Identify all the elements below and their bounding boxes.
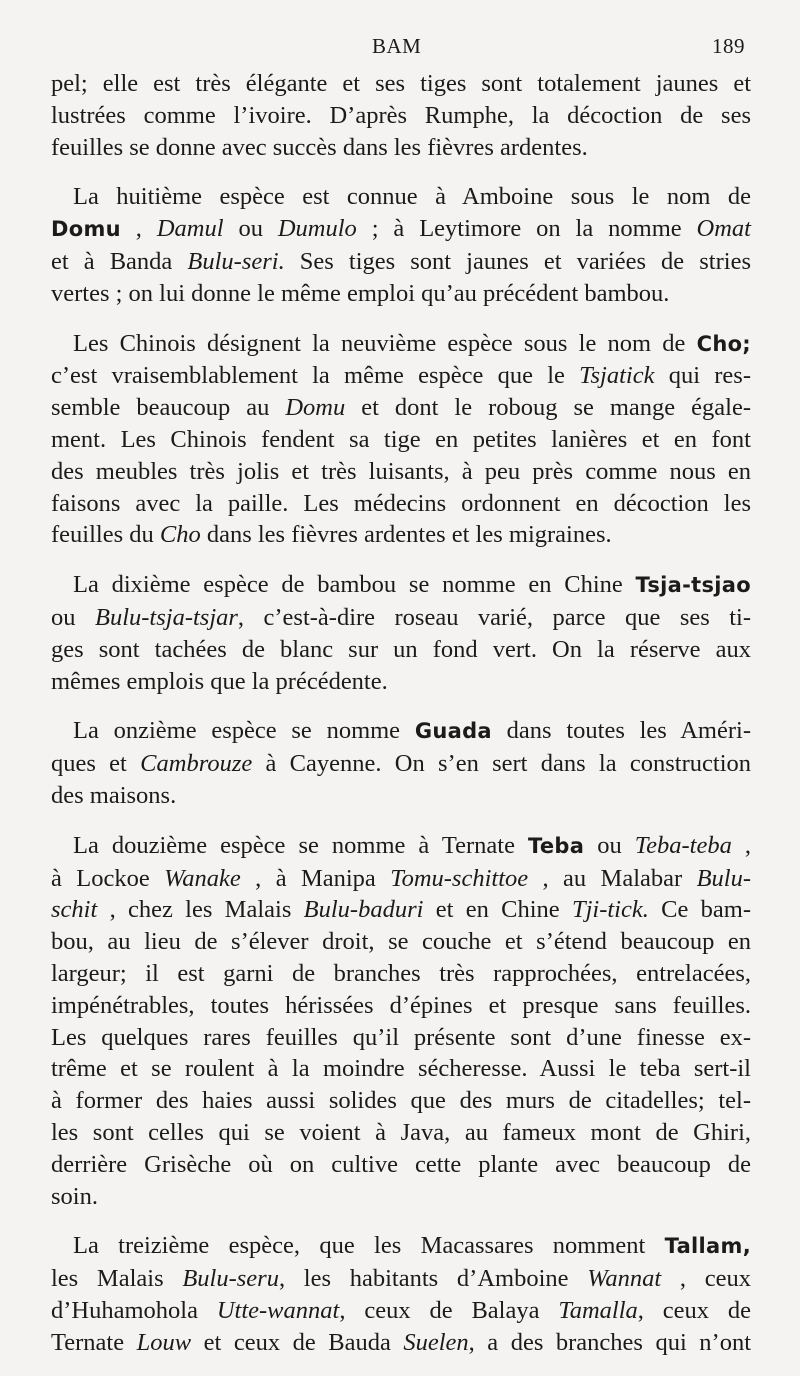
- paragraph: [51, 1230, 751, 1358]
- text-run: , ceux de Balaya: [339, 1296, 559, 1324]
- paragraph: [51, 569, 751, 697]
- italic-term: Bulu-seri.: [187, 247, 285, 275]
- text-run: ,: [120, 215, 157, 243]
- text-line: [51, 715, 751, 748]
- text-run: La dixième espèce de bambou se nomme en Chine: [73, 571, 636, 599]
- text-run: dans les fièvres ardentes et les migraines.: [200, 521, 612, 549]
- text-run: ; à Leytimore on la nomme: [356, 215, 697, 243]
- text-line: [51, 1149, 751, 1181]
- text-line: [51, 1022, 751, 1054]
- italic-term: Omat: [696, 215, 751, 243]
- text-run: à former des haies aussi solides que des murs de citadelles; tel-: [51, 1087, 751, 1115]
- paragraph: [51, 181, 751, 309]
- italic-term: Damul: [156, 215, 224, 243]
- text-run: les Malais: [51, 1265, 183, 1293]
- text-line: [51, 360, 751, 392]
- text-run: La onzième espèce se nomme: [73, 717, 415, 745]
- bold-term: Tallam,: [664, 1234, 751, 1259]
- text-line: [51, 748, 751, 780]
- text-line: [51, 1085, 751, 1117]
- bold-term: Cho;: [696, 331, 751, 356]
- text-run: , chez les Malais: [97, 896, 304, 924]
- italic-term: Wanake: [164, 864, 241, 892]
- text-line: [51, 181, 751, 213]
- text-run: ges sont tachées de blanc sur un fond vert. On la réserve aux: [51, 635, 751, 663]
- text-run: La treizième espèce, que les Macassares nomment: [73, 1232, 665, 1260]
- text-run: , ceux de: [637, 1296, 751, 1324]
- text-run: ,: [731, 831, 751, 859]
- text-run: impénétrables, toutes hérissées d’épines et presque sans feuilles.: [51, 991, 751, 1019]
- italic-term: Utte-wannat: [216, 1296, 340, 1324]
- text-line: [51, 456, 751, 488]
- bold-term: Guada: [414, 719, 492, 744]
- text-line: [51, 926, 751, 958]
- text-run: à Cayenne. On s’en sert dans la construction: [252, 750, 751, 778]
- text-line: [51, 424, 751, 456]
- page-number: 189: [712, 34, 745, 58]
- paragraph: [51, 715, 751, 811]
- text-run: bou, au lieu de s’élever droit, se couche et s’étend beaucoup en: [51, 928, 751, 956]
- text-line: [51, 1053, 751, 1085]
- text-run: La huitième espèce est connue à Amboine sous le nom de: [73, 183, 751, 211]
- text-line: [51, 569, 751, 602]
- text-run: derrière Grisèche où on cultive cette plante avec beaucoup de: [51, 1150, 751, 1178]
- text-line: [51, 278, 751, 310]
- text-line: [51, 392, 751, 424]
- text-line: [51, 519, 751, 551]
- text-run: , au Malabar: [528, 864, 697, 892]
- text-run: et à Banda: [51, 247, 188, 275]
- text-line: [51, 213, 751, 246]
- italic-term: Bulu-seru: [182, 1265, 279, 1293]
- italic-term: Bulu-: [696, 864, 752, 892]
- text-run: pel; elle est très élégante et ses tiges sont totalement jaunes et: [51, 70, 751, 97]
- text-run: dans toutes les Améri-: [491, 717, 751, 745]
- text-line: [51, 68, 751, 100]
- text-run: ques et: [51, 750, 141, 778]
- text-run: d’Huhamohola: [51, 1296, 217, 1324]
- text-line: [51, 830, 751, 863]
- text-line: [51, 958, 751, 990]
- italic-term: Domu: [285, 394, 346, 422]
- paragraph: [51, 68, 751, 163]
- italic-term: Tomu-schittoe: [390, 864, 529, 892]
- text-run: qui res-: [654, 362, 751, 390]
- text-line: [51, 863, 751, 895]
- text-run: ou: [584, 831, 635, 859]
- paragraph: [51, 830, 751, 1213]
- text-run: , à Manipa: [240, 864, 391, 892]
- italic-term: Bulu-tsja-tsjar: [94, 603, 238, 631]
- bold-term: Tsja-tsjao: [635, 573, 751, 598]
- italic-term: Bulu-baduri: [303, 896, 424, 924]
- text-line: [51, 1117, 751, 1149]
- text-run: largeur; il est garni de branches très rapprochées, entrelacées,: [51, 959, 751, 987]
- text-line: [51, 1327, 751, 1359]
- italic-term: Suelen: [403, 1328, 469, 1356]
- text-line: [51, 990, 751, 1022]
- text-line: [51, 666, 751, 698]
- text-run: , c’est-à-dire roseau varié, parce que ses ti-: [237, 603, 752, 631]
- text-run: trême et se roulent à la moindre sécheresse. Aussi le teba sert-il: [51, 1055, 751, 1083]
- text-line: [51, 602, 751, 634]
- text-run: Ses tiges sont jaunes et variées de stries: [284, 247, 751, 275]
- text-run: ment. Les Chinois fendent sa tige en petites lanières et en font: [51, 425, 751, 453]
- text-line: [51, 634, 751, 666]
- bold-term: Domu: [51, 217, 121, 242]
- text-line: [51, 100, 751, 132]
- text-run: , a des branches qui n’ont: [468, 1328, 752, 1356]
- italic-term: Teba-teba: [634, 831, 732, 859]
- italic-term: Cambrouze: [140, 750, 253, 778]
- italic-term: Tamalla: [558, 1296, 638, 1324]
- text-run: et ceux de Bauda: [191, 1328, 404, 1356]
- text-run: semble beaucoup au: [51, 394, 286, 422]
- text-run: lustrées comme l’ivoire. D’après Rumphe, la décoction de ses: [51, 101, 751, 129]
- text-run: feuilles se donne avec succès dans les fièvres ardentes.: [51, 133, 588, 161]
- running-title: BAM: [372, 34, 422, 58]
- text-run: ou: [223, 215, 278, 243]
- text-run: ou: [51, 603, 95, 631]
- italic-term: schit: [51, 896, 98, 924]
- italic-term: Louw: [136, 1328, 192, 1356]
- text-run: feuilles du: [51, 521, 160, 549]
- text-line: [51, 1230, 751, 1263]
- text-line: [51, 328, 751, 361]
- text-run: Les Chinois désignent la neuvième espèce sous le nom de: [73, 329, 697, 357]
- text-line: [51, 780, 751, 812]
- text-run: des meubles très jolis et très luisants, à peu près comme nous en: [51, 457, 751, 485]
- text-run: et en Chine: [423, 896, 572, 924]
- paragraph: [51, 328, 751, 552]
- text-run: Ternate: [51, 1328, 137, 1356]
- text-line: [51, 1263, 751, 1295]
- text-run: vertes ; on lui donne le même emploi qu’au précédent bambou.: [51, 279, 670, 307]
- text-run: Les quelques rares feuilles qu’il présente sont d’une finesse ex-: [51, 1023, 751, 1051]
- text-line: [51, 246, 751, 278]
- italic-term: Cho: [159, 521, 201, 549]
- text-run: à Lockoe: [51, 864, 165, 892]
- text-line: [51, 894, 751, 926]
- text-line: [51, 132, 751, 164]
- text-run: faisons avec la paille. Les médecins ordonnent en décoction les: [51, 489, 751, 517]
- text-run: Ce bam-: [648, 896, 751, 924]
- text-run: et dont le roboug se mange égale-: [345, 394, 751, 422]
- text-run: mêmes emplois que la précédente.: [51, 667, 388, 695]
- page-body-text: [51, 68, 751, 1376]
- text-run: , ceux: [661, 1265, 752, 1293]
- bold-term: Teba: [528, 833, 585, 858]
- text-run: c’est vraisemblablement la même espèce que le: [51, 362, 580, 390]
- italic-term: Dumulo: [277, 215, 357, 243]
- italic-term: Wannat: [587, 1265, 662, 1293]
- text-run: des maisons.: [51, 781, 177, 809]
- text-run: soin.: [51, 1182, 98, 1210]
- text-run: , les habitants d’Amboine: [278, 1265, 588, 1293]
- text-run: La douzième espèce se nomme à Ternate: [73, 831, 528, 859]
- italic-term: Tji-tick.: [571, 896, 649, 924]
- text-run: les sont celles qui se voient à Java, au fameux mont de Ghiri,: [51, 1118, 751, 1146]
- italic-term: Tsjatick: [579, 362, 655, 390]
- text-line: [51, 488, 751, 520]
- running-header: [0, 34, 800, 64]
- text-line: [51, 1181, 751, 1213]
- text-line: [51, 1295, 751, 1327]
